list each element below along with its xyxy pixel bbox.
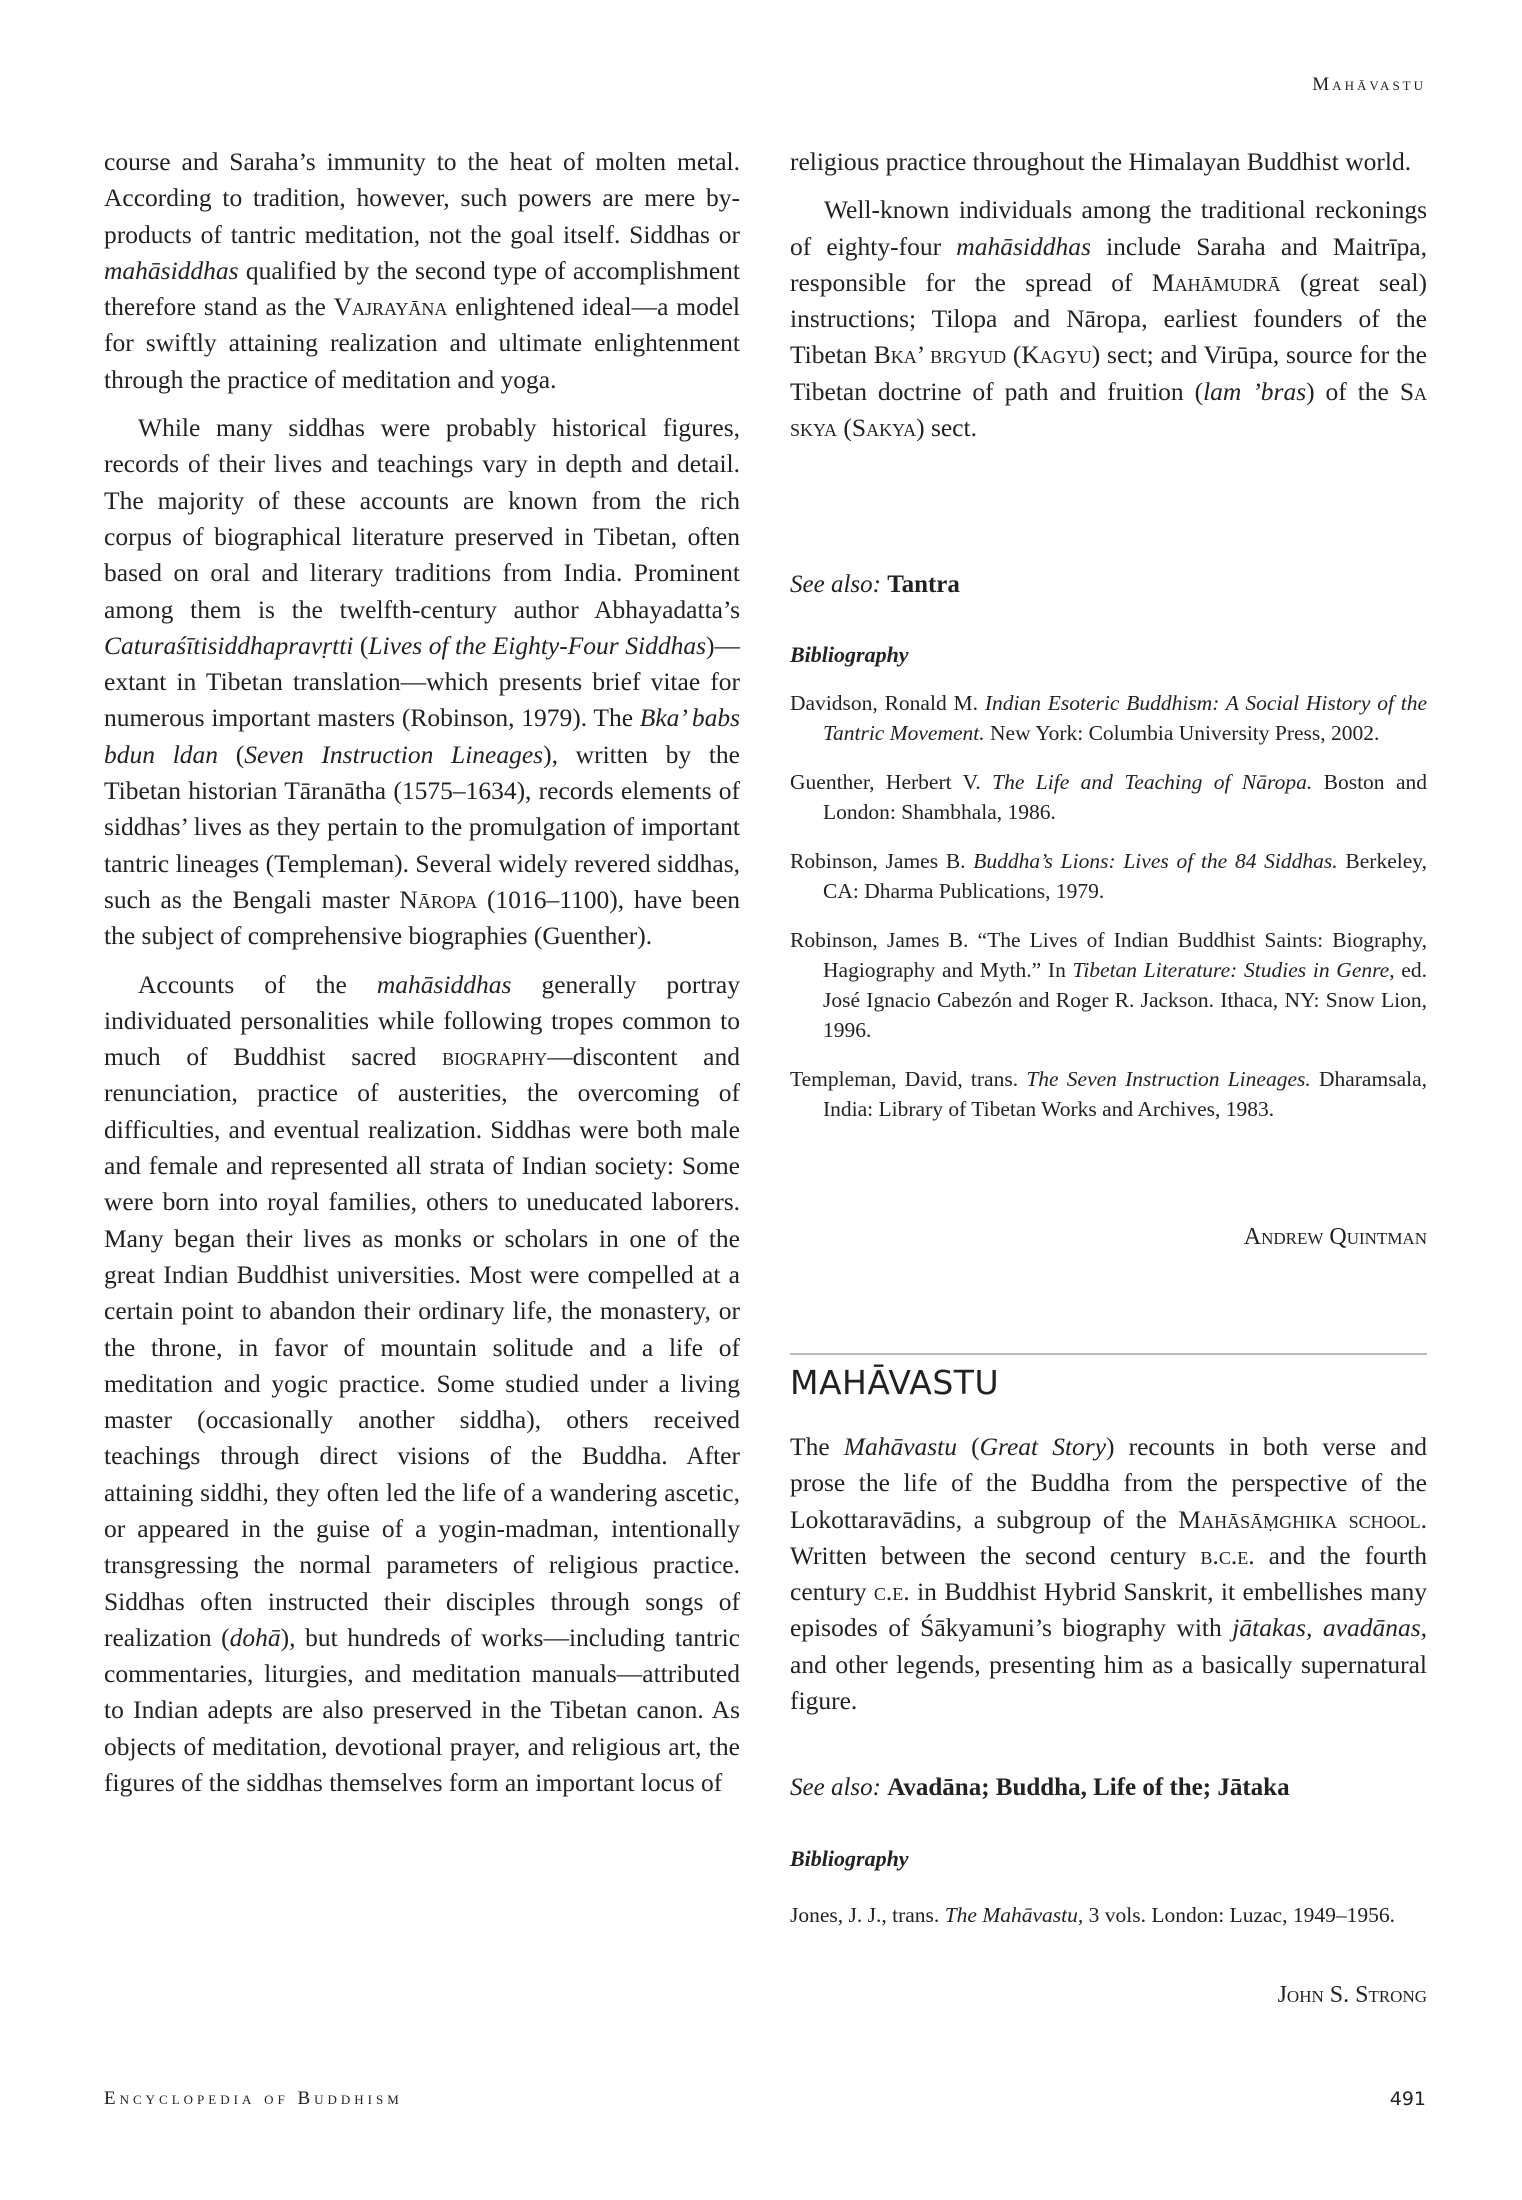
cross-reference[interactable]: Mahāmudrā xyxy=(1151,267,1281,297)
italic-text: Indian Esoteric Buddhism: A Social History of the Tantric Movement. xyxy=(823,691,1427,745)
italic-text: mahāsiddhas xyxy=(376,969,512,999)
italic-text: The Life and Teaching of Nāropa. xyxy=(992,770,1313,794)
italic-text: Buddha’s Lions: Lives of the 84 Siddhas. xyxy=(973,849,1338,873)
text-run: Berkeley, CA: Dharma Publications, 1979. xyxy=(823,849,1427,903)
text-run: Well-known individuals among the traditional reckonings of eighty-four xyxy=(790,195,1427,261)
text-run: ( xyxy=(837,413,852,443)
see-also-label: See also: xyxy=(790,571,881,598)
text-run: (great seal) instructions; Tilopa and Nāropa, earliest founders of the Tibetan xyxy=(790,267,1427,370)
italic-text: Great Story xyxy=(979,1432,1107,1461)
text-run: ) sect; and Virūpa, source for the Tibetan doctrine of path and fruition ( xyxy=(790,340,1427,406)
entry-title: MAHĀVASTU xyxy=(790,1363,1000,1402)
bibliography-list xyxy=(790,1900,1427,1949)
cross-reference[interactable]: Bka’ brgyud xyxy=(873,340,1007,370)
see-also-link[interactable]: Tantra xyxy=(887,571,960,598)
bibliography-entry xyxy=(790,767,1427,827)
cross-reference[interactable]: Nāropa xyxy=(399,884,478,914)
italic-text: Mahāvastu xyxy=(843,1432,958,1461)
cross-reference[interactable]: b.c.e. xyxy=(1200,1540,1255,1570)
footer-book-title: Encyclopedia of Buddhism xyxy=(104,2088,403,2109)
text-run: Boston and London: Shambhala, 1986. xyxy=(823,770,1427,824)
text-run: Guenther, Herbert V. xyxy=(790,770,993,794)
italic-text: Bka’ babs bdun ldan xyxy=(104,703,741,769)
see-also-siddha xyxy=(790,571,1427,599)
italic-text: lam ’bras xyxy=(1203,376,1307,406)
text-run: ) sect. xyxy=(916,413,977,443)
author-byline: Andrew Quintman xyxy=(1243,1224,1427,1250)
text-run: qualified by the second type of accomplishment therefore stand as the xyxy=(104,255,740,322)
bibliography-heading: Bibliography xyxy=(790,642,909,667)
italic-text: Seven Instruction Lineages xyxy=(244,739,544,769)
see-also-label: See also: xyxy=(790,1774,881,1801)
text-run: Robinson, James B. xyxy=(790,849,974,873)
text-run: 3 vols. London: Luzac, 1949–1956. xyxy=(1083,1903,1395,1927)
bibliography-entry xyxy=(790,1064,1427,1124)
text-run: New York: Columbia University Press, 2002. xyxy=(984,721,1380,745)
right-column-continuation xyxy=(790,144,1427,446)
see-also-mahavastu xyxy=(790,1774,1427,1802)
text-run: religious practice throughout the Himalayan Buddhist world. xyxy=(790,147,1412,176)
text-run: ) recounts in both verse and prose the life of the Buddha from the perspective of the Lokottaravādins, a subgroup of the xyxy=(790,1432,1427,1534)
text-run: include Saraha and Maitrīpa, responsible for the spread of xyxy=(790,231,1427,297)
cross-reference[interactable]: Vajrayāna xyxy=(333,292,448,322)
text-run: Davidson, Ronald M. xyxy=(790,691,985,715)
cross-reference[interactable]: biography xyxy=(442,1042,548,1072)
paragraph xyxy=(104,144,740,398)
text-run: , ed. José Ignacio Cabezón and Roger R. Jackson. Ithaca, NY: Snow Lion, 1996. xyxy=(823,958,1427,1042)
text-run: ( xyxy=(353,630,369,660)
text-run: ( xyxy=(957,1432,980,1461)
text-run: While many siddhas were probably historical figures, records of their lives and teachings vary in depth and detail. The majority of these accounts are known from the rich corpus of biographical literature preserved in Tibetan, often based on oral and literary traditions from India. Prominent among them is the twelfth-century author Abhayadatta’s xyxy=(104,413,740,624)
paragraph xyxy=(790,144,1427,180)
text-run: ), but hundreds of works—including tantric commentaries, liturgies, and meditation manuals—attributed to Indian adepts are also preserved in the Tibetan canon. As objects of meditation, devotional prayer, and religious art, the figures of the siddhas themselves form an important locus of xyxy=(104,1622,740,1798)
text-run: )—extant in Tibetan translation—which presents brief vitae for numerous important masters (Robinson, 1979). The xyxy=(104,630,740,733)
text-run: Jones, J. J., trans. xyxy=(790,1903,945,1927)
cross-reference[interactable]: c.e. xyxy=(873,1577,910,1607)
left-column xyxy=(104,144,740,1801)
paragraph xyxy=(790,192,1427,446)
text-run: The xyxy=(790,1432,844,1461)
text-run: —discontent and renunciation, practice of austerities, the overcoming of difficulties, and eventual realization. Siddhas were both male and female and represented all strata of Indian society: Some were born into royal families, others to uneducated laborers. Many began their lives as monks or scholars in one of the great Indian Buddhist universities. Most were compelled at a certain point to abandon their ordinary life, the monastery, or the throne, in favor of mountain solitude and a life of meditation and yogic practice. Some studied under a living master (occasionally another siddha), others received teachings through direct visions of the Buddha. After attaining siddhi, they often led the life of a wandering ascetic, or appeared in the guise of a yogin-madman, intentionally transgressing the normal parameters of religious practice. Siddhas often instructed their disciples through songs of realization ( xyxy=(104,1042,740,1652)
entry-body xyxy=(790,1429,1427,1719)
bibliography-heading: Bibliography xyxy=(790,1846,909,1871)
bibliography-entry xyxy=(790,1900,1427,1930)
italic-text: mahāsiddhas xyxy=(104,255,239,285)
text-run: and other legends, presenting him as a basically supernatural figure. xyxy=(790,1649,1427,1716)
text-run: ( xyxy=(218,739,245,769)
italic-text: The Mahāvastu, xyxy=(944,1903,1084,1927)
author-byline: John S. Strong xyxy=(1277,1982,1427,2008)
italic-text: Lives of the Eighty-Four Siddhas xyxy=(368,630,706,660)
text-run: Templeman, David, trans. xyxy=(790,1067,1027,1091)
text-run: course and Saraha’s immunity to the heat of molten metal. According to tradition, however, such powers are mere by-products of tantric meditation, not the goal itself. Siddhas or xyxy=(104,147,740,249)
text-run: ) of the xyxy=(1306,376,1400,406)
text-run: and the fourth century xyxy=(790,1540,1427,1607)
italic-text: jātakas, avadānas, xyxy=(1232,1613,1427,1643)
text-run: Accounts of the xyxy=(138,969,377,999)
bibliography-entry xyxy=(790,688,1427,748)
bibliography-entry xyxy=(790,925,1427,1045)
italic-text: mahāsiddhas xyxy=(956,231,1091,261)
italic-text: Tibetan Literature: Studies in Genre xyxy=(1072,958,1390,982)
text-run: enlightened ideal—a model for swiftly attaining realization and ultimate enlightenment through the practice of meditation and yoga. xyxy=(104,292,740,394)
cross-reference[interactable]: Kagyu xyxy=(1021,340,1092,370)
see-also-links[interactable]: Avadāna; Buddha, Life of the; Jātaka xyxy=(887,1774,1290,1801)
text-run: ), written by the Tibetan historian Tāranātha (1575–1634), records elements of siddhas’ lives as they pertain to the promulgation of important tantric lineages (Templeman). Several widely revered siddhas, such as the Bengali master xyxy=(104,739,740,914)
bibliography-entry xyxy=(790,846,1427,906)
running-head: Mahāvastu xyxy=(1312,74,1426,95)
italic-text: The Seven Instruction Lineages. xyxy=(1026,1067,1311,1091)
cross-reference[interactable]: Mahāsāṃghika school xyxy=(1178,1504,1421,1534)
paragraph xyxy=(104,967,740,1802)
italic-text: Caturaśītisiddhapravṛtti xyxy=(104,630,354,660)
page-number: 491 xyxy=(1389,2088,1426,2110)
cross-reference[interactable]: Sa skya xyxy=(790,376,1428,443)
italic-text: dohā xyxy=(229,1622,281,1652)
paragraph xyxy=(104,410,740,954)
cross-reference[interactable]: Sakya xyxy=(851,413,917,443)
text-run: Dharamsala, India: Library of Tibetan Works and Archives, 1983. xyxy=(823,1067,1428,1121)
text-run: (1016–1100), have been the subject of comprehensive biographies (Guenther). xyxy=(104,884,741,951)
text-run: ( xyxy=(1006,340,1022,370)
text-run: in Buddhist Hybrid Sanskrit, it embellishes many episodes of Śākyamuni’s biography with xyxy=(790,1577,1427,1643)
entry-divider xyxy=(790,1353,1427,1355)
text-run: generally portray individuated personalities while following tropes common to much of Buddhist sacred xyxy=(104,969,740,1072)
bibliography-list xyxy=(790,688,1427,1143)
text-run: Robinson, James B. “The Lives of Indian Buddhist Saints: Biography, Hagiography and Myth.” In xyxy=(790,928,1427,982)
text-run: . Written between the second century xyxy=(790,1504,1428,1570)
